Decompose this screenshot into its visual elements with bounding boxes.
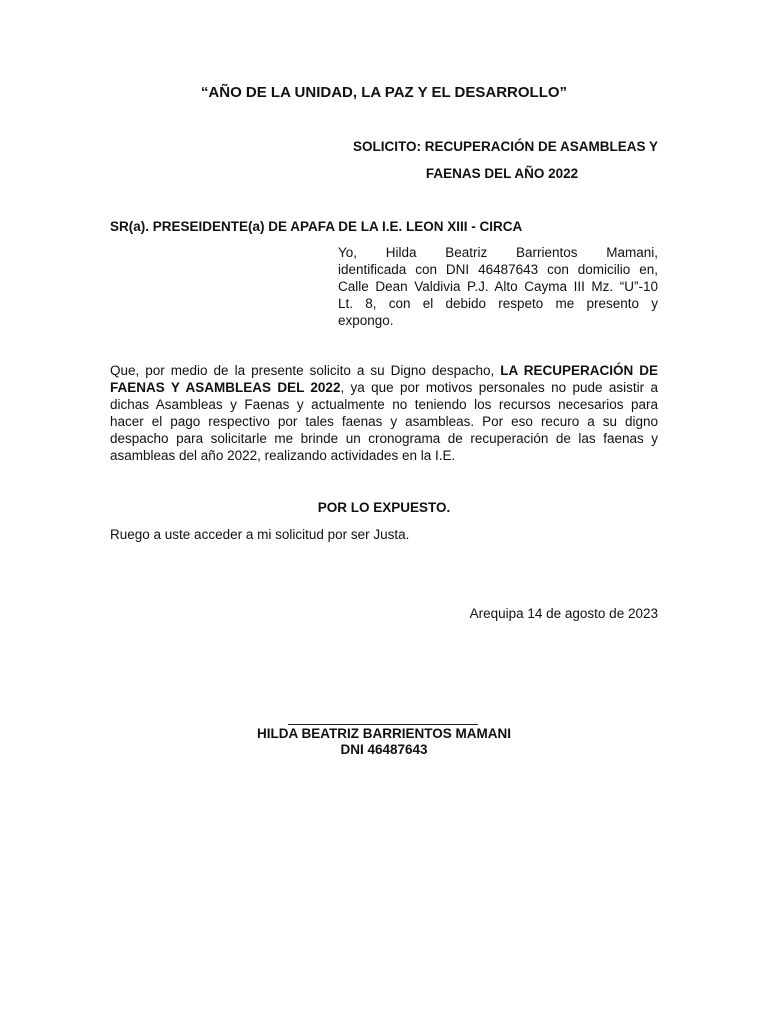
intro-line: Yo, Hilda Beatriz Barrientos Mamani, [338, 245, 658, 260]
body-paragraph [110, 362, 658, 464]
subject-line-2: FAENAS DEL AÑO 2022 [425, 166, 579, 181]
intro-paragraph [338, 244, 658, 329]
year-motto: “AÑO DE LA UNIDAD, LA PAZ Y EL DESARROLLO” [200, 84, 568, 101]
date-line: Arequipa 14 de agosto de 2023 [469, 606, 658, 621]
signature-dni: DNI 46487643 [340, 742, 428, 757]
intro-line: expongo. [338, 313, 394, 328]
body-bold-run: FAENAS Y ASAMBLEAS DEL 2022 [110, 380, 341, 395]
signature-name: HILDA BEATRIZ BARRIENTOS MAMANI [257, 726, 511, 741]
body-line-2 [110, 379, 658, 396]
closing-text: Ruego a uste acceder a mi solicitud por ser Justa. [110, 527, 410, 542]
intro-line: identificada con DNI 46487643 con domicilio en, [338, 262, 658, 277]
body-text-run: Que, por medio de la presente solicito a su Digno despacho, [110, 363, 501, 378]
body-line-1 [110, 362, 658, 379]
closing-heading: POR LO EXPUESTO. [317, 500, 451, 515]
body-line-4: hacer el pago respectivo por tales faenas y asambleas. Por eso recuro a su digno [110, 414, 658, 429]
body-text-run: , ya que por motivos personales no pude asistir a [340, 380, 658, 395]
body-line-5: despacho para solicitarle me brinde un cronograma de recuperación de las faenas y [110, 431, 658, 446]
intro-line: Lt. 8, con el debido respeto me presento y [338, 296, 658, 311]
addressee: SR(a). PRESEIDENTE(a) DE APAFA DE LA I.E. LEON XIII - CIRCA [110, 219, 523, 234]
intro-line: Calle Dean Valdivia P.J. Alto Cayma III Mz. “U”-10 [338, 279, 658, 294]
body-bold-run: LA RECUPERACIÓN DE [500, 363, 658, 378]
body-line-3: dichas Asambleas y Faenas y actualmente no teniendo los recursos necesarios para [110, 397, 658, 412]
body-line-6: asambleas del año 2022, realizando actividades en la I.E. [110, 448, 456, 463]
subject-line-1: SOLICITO: RECUPERACIÓN DE ASAMBLEAS Y [352, 139, 658, 154]
